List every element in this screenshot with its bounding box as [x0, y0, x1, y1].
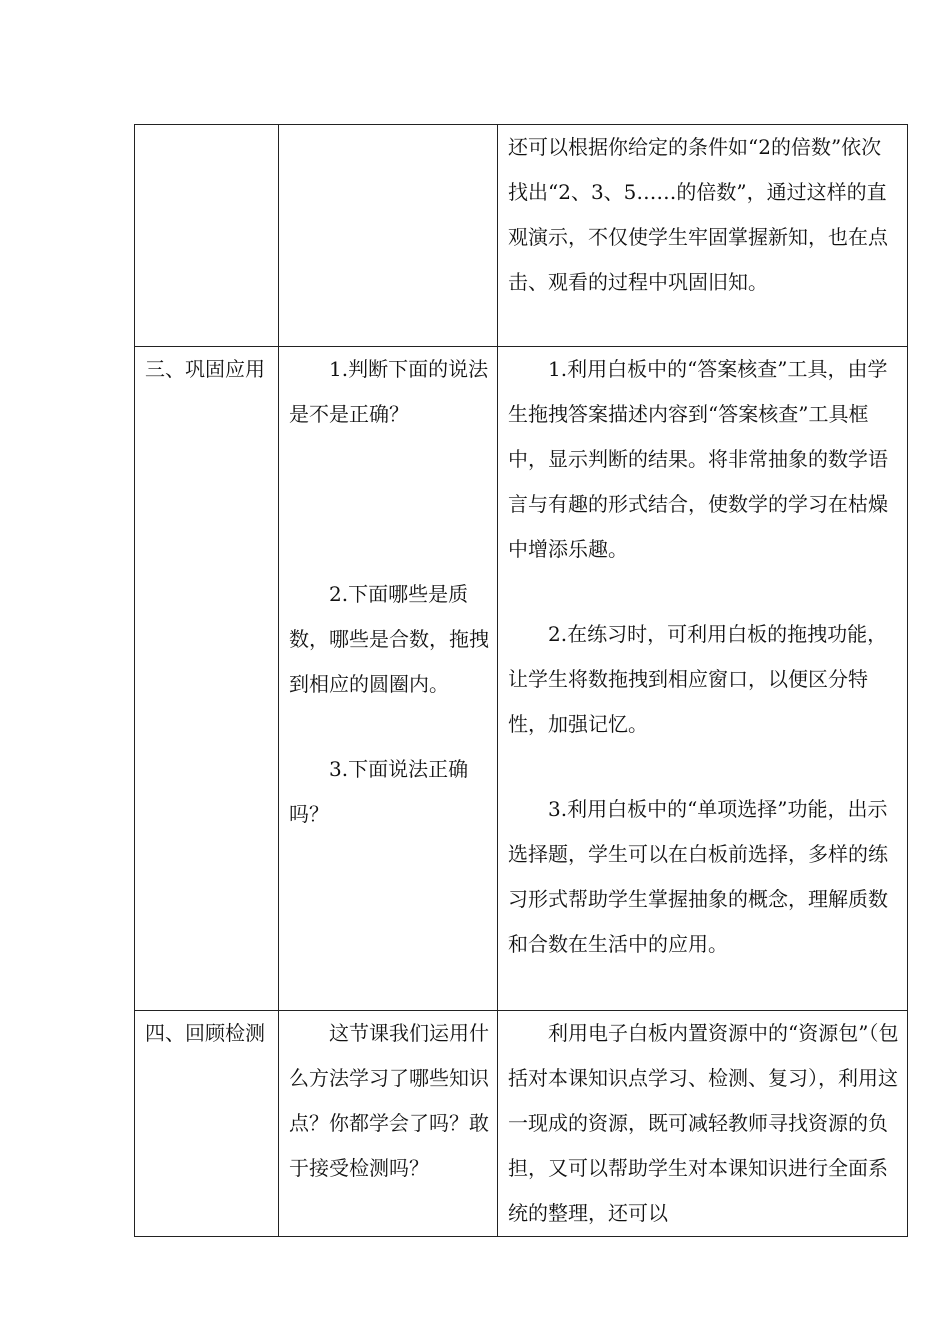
table-row: [135, 1011, 908, 1237]
design-cell: [498, 1011, 908, 1237]
section-cell: [135, 125, 279, 347]
section-cell: [135, 1011, 279, 1237]
lesson-plan-table: [134, 124, 908, 1237]
design-text-3: 3.利用白板中的“单项选择”功能，出示选择题，学生可以在白板前选择，多样的练习形式帮助学生掌握抽象的概念，理解质数和合数在生活中的应用。: [508, 797, 888, 956]
section-label: 三、巩固应用: [145, 357, 265, 381]
design-text-1: 1.利用白板中的“答案核查”工具，由学生拖拽答案描述内容到“答案核查”工具框中，显示判断的结果。将非常抽象的数学语言与有趣的形式结合，使数学的学习在枯燥中增添乐趣。: [508, 357, 888, 561]
design-text: 利用电子白板内置资源中的“资源包”（包括对本课知识点学习、检测、复习），利用这一现成的资源，既可减轻教师寻找资源的负担，又可以帮助学生对本课知识进行全面系统的整理，还可以: [508, 1021, 899, 1225]
activity-cell: [279, 347, 498, 1011]
table-row: [135, 125, 908, 347]
activity-text-1: 1.判断下面的说法是不是正确？: [289, 357, 489, 426]
activity-text: 这节课我们运用什么方法学习了哪些知识点？你都学会了吗？敢于接受检测吗？: [289, 1021, 489, 1180]
section-label: 四、回顾检测: [145, 1021, 265, 1045]
design-text-2: 2.在练习时，可利用白板的拖拽功能，让学生将数拖拽到相应窗口，以便区分特性，加强记忆。: [508, 622, 888, 736]
activity-text-3: 3.下面说法正确吗？: [289, 757, 469, 826]
section-cell: [135, 347, 279, 1011]
table-row: [135, 347, 908, 1011]
design-text: 还可以根据你给定的条件如“2的倍数”依次找出“2、3、5……的倍数”，通过这样的直观演示，不仅使学生牢固掌握新知，也在点击、观看的过程中巩固旧知。: [508, 135, 888, 294]
design-cell: [498, 347, 908, 1011]
design-cell: [498, 125, 908, 347]
activity-text-2: 2.下面哪些是质数，哪些是合数，拖拽到相应的圆圈内。: [289, 582, 489, 696]
activity-cell: [279, 1011, 498, 1237]
activity-cell: [279, 125, 498, 347]
